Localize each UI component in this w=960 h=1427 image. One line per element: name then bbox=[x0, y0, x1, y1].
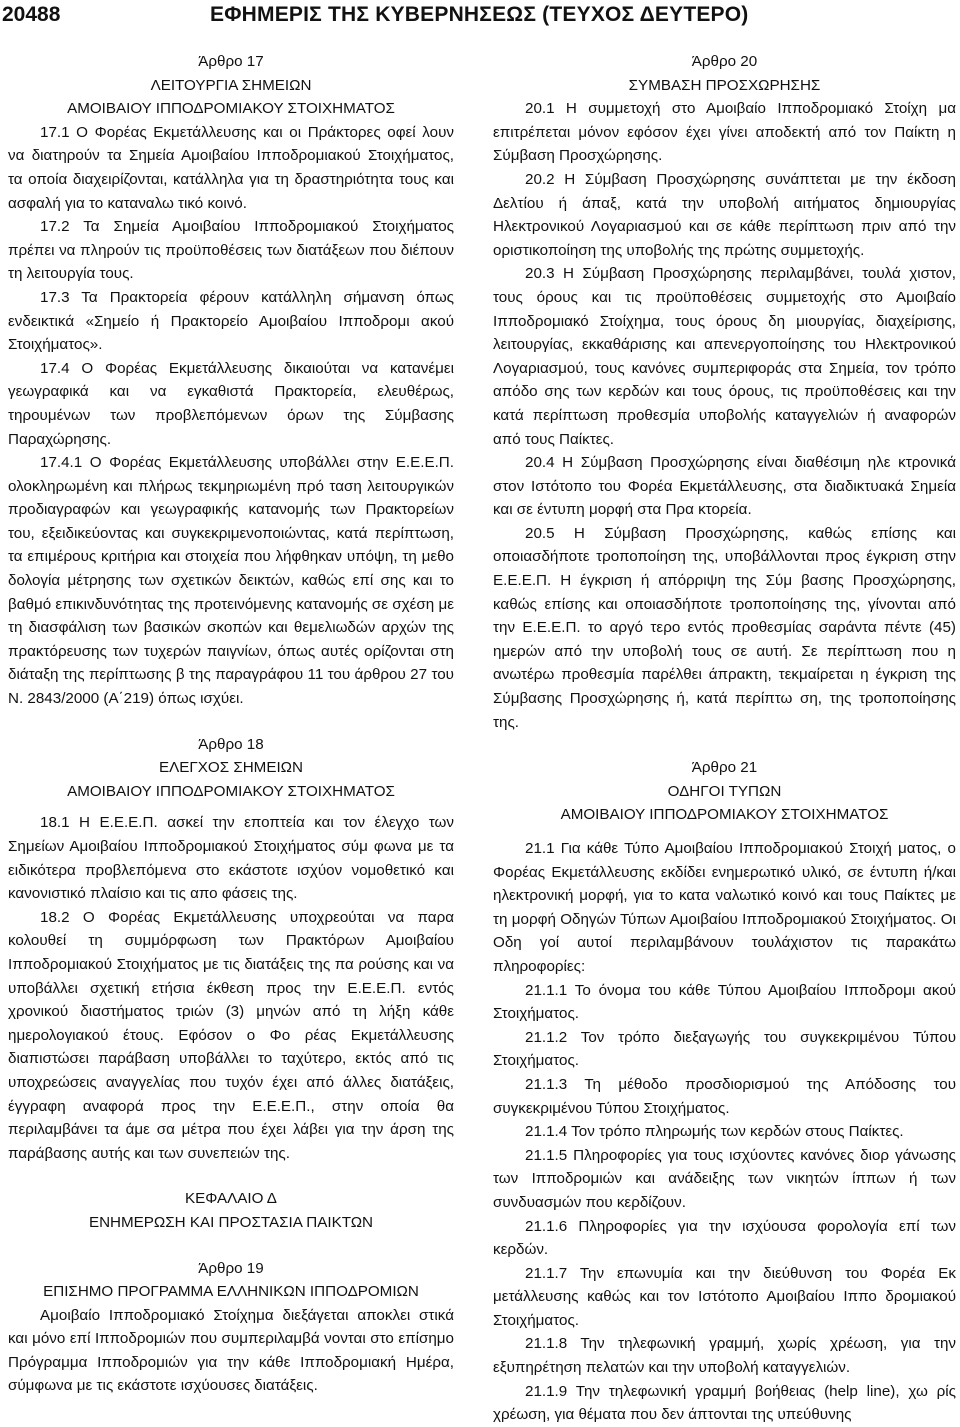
article-18-heading bbox=[8, 733, 454, 804]
paragraph: 21.1.1 Το όνομα του κάθε Τύπου Αμοιβαίου Ιπποδρομι ακού Στοιχήματος. bbox=[493, 981, 956, 1023]
article-title: Άρθρο 18 bbox=[198, 735, 264, 753]
chapter-heading bbox=[8, 1187, 454, 1234]
paragraph: 21.1.3 Τη μέθοδο προσδιορισμού της Απόδοσης του συγκεκριμένου Τύπου Στοιχήματος. bbox=[493, 1075, 956, 1117]
article-subtitle: ΟΔΗΓΟΙ ΤΥΠΩΝ bbox=[667, 782, 782, 800]
paragraph: 18.1 Η Ε.Ε.Ε.Π. ασκεί την εποπτεία και τον έλεγχο των Σημείων Αμοιβαίου Ιπποδρομιακού Στοιχήματος σύμ φωνα με τα ειδικότερα προβλεπόμενα στο εκάστοτε ισχύον νομοθετικό και κανονιστικό πλαίσιο και τις απο φάσεις της. bbox=[8, 814, 454, 903]
paragraph: 18.2 Ο Φορέας Εκμετάλλευσης υποχρεούται να παρα κολουθεί τη συμμόρφωση των Πρακτόρων Αμοιβαίου Ιπποδρομιακού Στοιχήματος με τις διατάξεις της πα ρούσης και να υποβάλλει σχετική ετήσια έκθεση προς την Ε.Ε.Ε.Π. εντός χρονικού διαστήματος τριών (3) μηνών από τη λήξη κάθε ημερολογιακού έτους. Εφόσον ο Φο ρέας Εκμετάλλευσης διαπιστώσει παράβαση υποβάλλει το ταχύτερο, εκτός από τις υποχρεώσεις αναγγελίας που τυχόν έχει από άλλες διατάξεις, έγγραφη αναφορά προς την Ε.Ε.Ε.Π., στην οποία θα περιλαμβάνει τα άμε σα μέτρα που έχει λάβει για την άρση της παράβασης αυτής και των συνεπειών της. bbox=[8, 908, 454, 1162]
paragraph: 20.2 Η Σύμβαση Προσχώρησης συνάπτεται με την έκδοση Δελτίου ή άπαξ, κατά την υποβολή αιτήματος δημιουργίας Ηλεκτρονικού Λογαριασμού και σε κάθε περίπτωση πριν από την οριστικοποίηση της υποβολής της πρώτης συμμετοχής. bbox=[493, 170, 956, 259]
paragraph: 21.1.7 Την επωνυμία και την διεύθυνση του Φορέα Εκ μετάλλευσης καθώς και τον Ιστότοπο Αμοιβαίου Ιππο δρομιακού Στοιχήματος. bbox=[493, 1264, 956, 1329]
article-subtitle: ΕΛΕΓΧΟΣ ΣΗΜΕΙΩΝ bbox=[159, 759, 303, 777]
paragraph: 20.4 Η Σύμβαση Προσχώρησης είναι διαθέσιμη ηλε κτρονικά στον Ιστότοπο του Φορέα Εκμετάλλευσης, στα διαδικτυακά Σημεία και σε έντυπη μορφή στα Πρα κτορεία. bbox=[493, 454, 956, 519]
article-title: Άρθρο 19 bbox=[198, 1259, 264, 1277]
paragraph: 21.1.4 Τον τρόπο πληρωμής των κερδών στους Παίκτες. bbox=[525, 1123, 904, 1141]
article-subtitle: ΑΜΟΙΒΑΙΟΥ ΙΠΠΟΔΡΟΜΙΑΚΟΥ ΣΤΟΙΧΗΜΑΤΟΣ bbox=[67, 100, 395, 118]
right-column bbox=[493, 50, 956, 1427]
paragraph: 17.4 Ο Φορέας Εκμετάλλευσης δικαιούται να κατανέμει γεωγραφικά και να εγκαθιστά Πρακτορεία, ελευθέρως, τηρουμένων των προβλεπόμενων όρων της Σύμβασης Παραχώρησης. bbox=[8, 359, 454, 448]
article-subtitle: ΛΕΙΤΟΥΡΓΙΑ ΣΗΜΕΙΩΝ bbox=[150, 76, 312, 94]
article-title: Άρθρο 17 bbox=[198, 53, 264, 70]
article-title: Άρθρο 21 bbox=[691, 759, 758, 777]
article-title: Άρθρο 20 bbox=[691, 53, 758, 70]
paragraph: 21.1.2 Τον τρόπο διεξαγωγής του συγκεκριμένου Τύπου Στοιχήματος. bbox=[493, 1028, 956, 1070]
paragraph: 17.1 Ο Φορέας Εκμετάλλευσης και οι Πράκτορες οφεί λουν να διατηρούν τα Σημεία Αμοιβαίου Ιπποδρομιακού Στοιχήματος, τα οποία διαχειρίζονται, κατάλληλα για τη δραστηριότητα τους και ασφαλή για το καταναλω τικό κοινό. bbox=[8, 123, 454, 212]
article-21-heading bbox=[493, 756, 956, 827]
paragraph: 21.1.5 Πληροφορίες για τους ισχύοντες κανόνες διορ γάνωσης των Ιπποδρομιών και ανάδειξης των νικητών ίππων ή των συνδυασμών που κερδίζουν. bbox=[493, 1146, 956, 1211]
article-subtitle: ΕΠΙΣΗΜΟ ΠΡΟΓΡΑΜΜΑ ΕΛΛΗΝΙΚΩΝ ΙΠΠΟΔΡΟΜΙΩΝ bbox=[43, 1283, 419, 1301]
paragraph: Αμοιβαίο Ιπποδρομιακό Στοίχημα διεξάγεται αποκλει στικά και μόνο επί Ιπποδρομιών που συμπεριλαμβά νονται στο επίσημο Πρόγραμμα Ιπποδρομιών για την κάθε Ιπποδρομιακή Ημέρα, σύμφωνα με τις εκάστοτε ισχύουσες διατάξεις. bbox=[8, 1306, 454, 1395]
article-20-heading bbox=[493, 50, 956, 97]
page-header bbox=[0, 0, 960, 30]
article-19-heading bbox=[8, 1257, 454, 1304]
paragraph: 17.2 Τα Σημεία Αμοιβαίου Ιπποδρομιακού Στοιχήματος πρέπει να πληρούν τις προϋποθέσεις των διατάξεων που διέπουν τη λειτουργία τους. bbox=[8, 218, 454, 283]
article-subtitle: ΣΥΜΒΑΣΗ ΠΡΟΣΧΩΡΗΣΗΣ bbox=[628, 76, 821, 94]
gazette-title: ΕΦΗΜΕΡΙΣ ΤΗΣ ΚΥΒΕΡΝΗΣΕΩΣ (ΤΕΥΧΟΣ ΔΕΥΤΕΡΟ) bbox=[210, 3, 749, 26]
paragraph: 20.1 Η συμμετοχή στο Αμοιβαίο Ιπποδρομιακό Στοίχη μα επιτρέπεται μόνον εφόσον έχει γίνει αποδεκτή από τον Παίκτη η Σύμβαση Προσχώρησης. bbox=[493, 100, 956, 165]
paragraph: 20.3 Η Σύμβαση Προσχώρησης περιλαμβάνει, τουλά χιστον, τους όρους και τις προϋποθέσεις συμμετοχής στο Αμοιβαίο Ιπποδρομιακό Στοίχημα, τους όρους δη μιουργίας, διαχείρισης, λειτουργίας, εκκαθάρισης και απενεργοποίησης του Ηλεκτρονικού Λογαριασμού, τους κανόνες συμπεριφοράς στα Σημεία, τον τρόπο απόδο σης των κερδών και τους όρους, τις προϋποθέσεις και την κατά περίπτωση προθεσμία υποβολής καταγγελιών ή αναφορών από τους Παίκτες. bbox=[493, 265, 956, 448]
article-subtitle: ΑΜΟΙΒΑΙΟΥ ΙΠΠΟΔΡΟΜΙΑΚΟΥ ΣΤΟΙΧΗΜΑΤΟΣ bbox=[67, 782, 395, 800]
paragraph: 21.1.9 Την τηλεφωνική γραμμή βοήθειας (help line), χω ρίς χρέωση, για θέματα που δεν άπτονται της υπεύθυνης bbox=[493, 1382, 956, 1424]
paragraph: 21.1 Για κάθε Τύπο Αμοιβαίου Ιπποδρομιακού Στοιχή ματος, ο Φορέας Εκμετάλλευσης εκδίδει ενημερωτικό υλικό, σε έντυπη ή/και ηλεκτρονική μορφή, για το κατα ναλωτικό κοινό και τους Παίκτες με τη μορφή Οδηγών Τύπων Αμοιβαίου Ιπποδρομιακού Στοιχήματος. Οι Οδη γοί αυτοί περιλαμβάνουν τουλάχιστον τις παρακάτω πληροφορίες: bbox=[493, 840, 956, 975]
paragraph: 20.5 Η Σύμβαση Προσχώρησης, καθώς επίσης και οποιασδήποτε τροποποίηση της, υποβάλλονται προς έγκριση στην Ε.Ε.Ε.Π. Η έγκριση ή απόρριψη της Σύμ βασης Προσχώρησης, καθώς επίσης και οποιασδήποτε τροποποίησης της, γίνονται από την Ε.Ε.Ε.Π. το αργό τερο εντός προθεσμίας σαράντα πέντε (45) ημερών από την υποβολή τους σε αυτή. Σε περίπτωση που η ανωτέρω προθεσμία παρέλθει άπρακτη, τεκμαίρεται η έγκριση της Σύμβασης Προσχώρησης ή, κατά περίπτω ση, της τροποποίησης της. bbox=[493, 524, 956, 731]
page-number: 20488 bbox=[2, 3, 61, 26]
paragraph: 17.4.1 Ο Φορέας Εκμετάλλευσης υποβάλλει στην Ε.Ε.Ε.Π. ολοκληρωμένη και πλήρως τεκμηριωμένη πρό ταση λειτουργικών προδιαγραφών και γεωγραφικής κατανομής των Πρακτορείων του, εξειδικεύοντας και συγκεκριμενοποιώντας, κατά περίπτωση, τα επιμέρους κριτήρια και στοιχεία που λήφθηκαν υπόψη, τη μεθο δολογία μέτρησης των σχετικών δεικτών, καθώς επί σης και το βαθμό επικινδυνότητας της προτεινόμενης κατανομής σε σχέση με τη διασφάλιση των βασικών σκοπών και θεμελιωδών αρχών της πρακτόρευσης των τυχερών παιγνίων, όπως αυτές ορίζονται στη διάταξη της περίπτωσης β της παραγράφου 11 του άρθρου 27 του Ν. 2843/2000 (Α΄219) όπως ισχύει. bbox=[8, 454, 454, 708]
article-subtitle: ΑΜΟΙΒΑΙΟΥ ΙΠΠΟΔΡΟΜΙΑΚΟΥ ΣΤΟΙΧΗΜΑΤΟΣ bbox=[560, 806, 889, 824]
chapter-subtitle: ΕΝΗΜΕΡΩΣΗ ΚΑΙ ΠΡΟΣΤΑΣΙΑ ΠΑΙΚΤΩΝ bbox=[88, 1213, 374, 1231]
paragraph: 17.3 Τα Πρακτορεία φέρουν κατάλληλη σήμανση όπως ενδεικτικά «Σημείο ή Πρακτορείο Αμοιβαίου Ιπποδρομι ακού Στοιχήματος». bbox=[8, 288, 454, 354]
paragraph: 21.1.8 Την τηλεφωνική γραμμή, χωρίς χρέωση, για την εξυπηρέτηση πελατών και την υποβολή καταγγελιών. bbox=[493, 1335, 956, 1377]
article-17-heading bbox=[8, 50, 454, 121]
left-column bbox=[8, 50, 454, 1398]
paragraph: 21.1.6 Πληροφορίες για την ισχύουσα φορολογία επί των κερδών. bbox=[493, 1217, 956, 1259]
chapter-title: ΚΕΦΑΛΑΙΟ Δ bbox=[185, 1190, 277, 1208]
